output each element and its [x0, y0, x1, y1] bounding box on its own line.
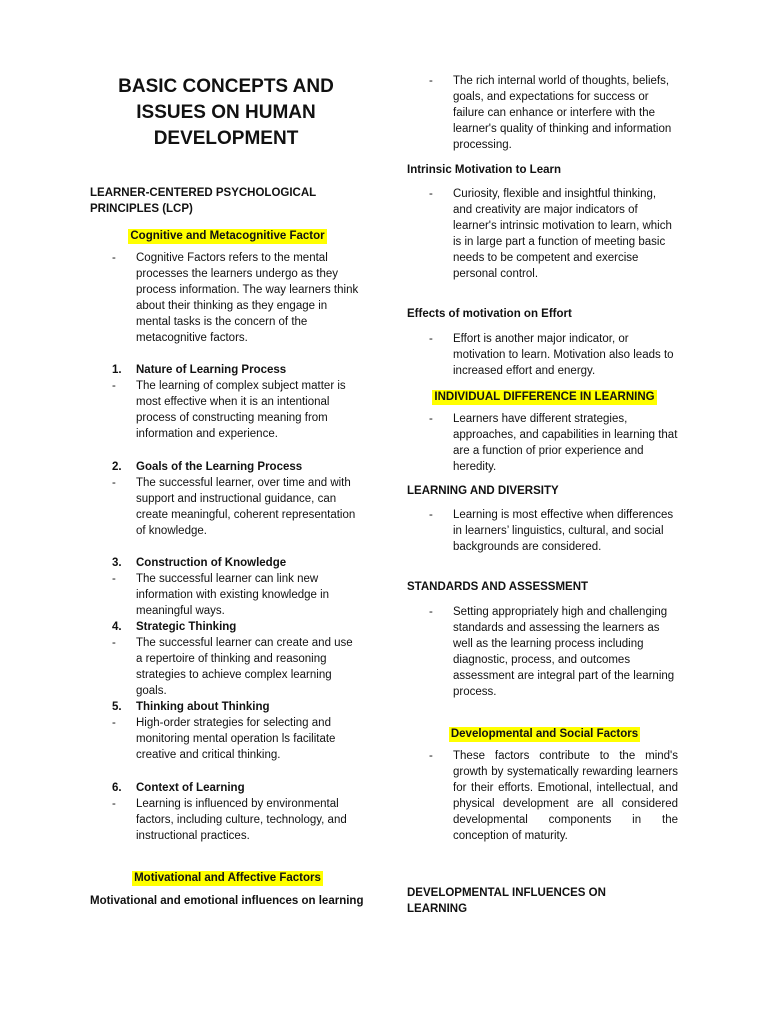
- bullet-dash: -: [112, 573, 116, 585]
- bullet-dash: -: [429, 333, 433, 345]
- diversity-bullet-text: Learning is most effective when differences in learners’ linguistics, cultural, and social backgrounds are considered.: [453, 509, 674, 553]
- cognitive-intro-item: [90, 250, 361, 346]
- principle-4-title: [90, 619, 361, 635]
- developmental-heading: Developmental and Social Factors: [450, 728, 639, 740]
- principle-desc: The learning of complex subject matter is most effective when it is an intentional process of constructing meaning from information and experience.: [136, 380, 346, 440]
- cognitive-heading: Cognitive and Metacognitive Factor: [130, 230, 325, 242]
- developmental-bullet-text: These factors contribute to the mind's growth by systematically rewarding learners for their efforts. Emotional, intellectual, and physical development are all considered developmental components in the conception of maturity.: [453, 750, 678, 842]
- principle-number: 1.: [112, 364, 122, 376]
- individual-heading-wrap: [407, 387, 682, 405]
- motivational-bullet-item: [407, 73, 678, 153]
- principle-title: Strategic Thinking: [136, 621, 237, 633]
- principle-5-title: [90, 699, 361, 715]
- effort-bullet-item: [407, 331, 678, 379]
- bullet-dash: -: [429, 413, 433, 425]
- page-title: BASIC CONCEPTS AND ISSUES ON HUMAN DEVELOPMENT: [118, 76, 334, 149]
- principle-desc: High-order strategies for selecting and monitoring mental operation ls facilitate creative and critical thinking.: [136, 717, 336, 761]
- principle-2-title: [90, 459, 361, 475]
- principle-2-desc: [90, 475, 361, 539]
- developmental-bullet-item: [407, 748, 678, 844]
- bullet-dash: -: [429, 188, 433, 200]
- motivational-subheading: Motivational and emotional influences on learning: [90, 895, 364, 907]
- developmental-heading-wrap: [407, 724, 682, 742]
- principle-title: Construction of Knowledge: [136, 557, 287, 569]
- principle-6-title: [90, 780, 361, 796]
- principle-desc: The successful learner can create and use a repertoire of thinking and reasoning strategies to achieve complex learning goals.: [136, 637, 353, 697]
- motivational-bullet-text: The rich internal world of thoughts, beliefs, goals, and expectations for success or failure can enhance or interfere with the learner's quality of thinking and information processing.: [453, 75, 672, 151]
- principle-title: Nature of Learning Process: [136, 364, 287, 376]
- principle-title: Thinking about Thinking: [136, 701, 270, 713]
- effort-bullet-text: Effort is another major indicator, or motivation to learn. Motivation also leads to increased effort and energy.: [453, 333, 674, 377]
- principle-number: 5.: [112, 701, 122, 713]
- bullet-dash: -: [112, 798, 116, 810]
- principle-desc: The successful learner, over time and with support and instructional guidance, can create meaningful, coherent representation of knowledge.: [136, 477, 356, 537]
- bullet-dash: -: [112, 717, 116, 729]
- bullet-dash: -: [112, 637, 116, 649]
- principle-number: 2.: [112, 461, 122, 473]
- standards-bullet-item: [407, 604, 678, 700]
- intrinsic-bullet-text: Curiosity, flexible and insightful thinking, and creativity are major indicators of learner's intrinsic motivation to learn, which is in large part a function of meeting basic needs to be competent and exercise personal control.: [453, 188, 672, 280]
- principle-4-desc: [90, 635, 361, 699]
- influences-heading: DEVELOPMENTAL INFLUENCES ON LEARNING: [407, 887, 606, 915]
- lcp-heading: LEARNER-CENTERED PSYCHOLOGICAL PRINCIPLES (LCP): [90, 187, 316, 215]
- bullet-dash: -: [112, 252, 116, 264]
- standards-heading: STANDARDS AND ASSESSMENT: [407, 581, 589, 593]
- cognitive-intro-text: Cognitive Factors refers to the mental processes the learners undergo as they process information. The way learners think about their thinking as they engage in mental tasks is the concern of the metacognitive factors.: [136, 252, 359, 344]
- individual-heading: INDIVIDUAL DIFFERENCE IN LEARNING: [434, 391, 655, 403]
- effort-heading: Effects of motivation on Effort: [407, 308, 572, 320]
- intrinsic-heading: Intrinsic Motivation to Learn: [407, 164, 561, 176]
- principle-3-desc: [90, 571, 361, 619]
- individual-bullet-text: Learners have different strategies, approaches, and capabilities in learning that are a function of prior experience and heredity.: [453, 413, 678, 473]
- principle-title: Goals of the Learning Process: [136, 461, 303, 473]
- principle-desc: The successful learner can link new information with existing knowledge in meaningful ways.: [136, 573, 330, 617]
- bullet-dash: -: [429, 606, 433, 618]
- motivational-heading-wrap: [90, 868, 365, 886]
- principle-3-title: [90, 555, 361, 571]
- principle-desc: Learning is influenced by environmental factors, including culture, technology, and instructional practices.: [136, 798, 347, 842]
- diversity-bullet-item: [407, 507, 678, 555]
- cognitive-heading-wrap: [90, 226, 365, 244]
- bullet-dash: -: [429, 509, 433, 521]
- individual-bullet-item: [407, 411, 678, 475]
- principle-1-desc: [90, 378, 361, 442]
- principle-number: 6.: [112, 782, 122, 794]
- bullet-dash: -: [112, 380, 116, 392]
- principle-number: 3.: [112, 557, 122, 569]
- bullet-dash: -: [429, 750, 433, 762]
- bullet-dash: -: [112, 477, 116, 489]
- principle-title: Context of Learning: [136, 782, 245, 794]
- motivational-heading: Motivational and Affective Factors: [134, 872, 321, 884]
- principle-number: 4.: [112, 621, 122, 633]
- bullet-dash: -: [429, 75, 433, 87]
- principle-5-desc: [90, 715, 361, 763]
- principle-6-desc: [90, 796, 361, 844]
- diversity-heading: LEARNING AND DIVERSITY: [407, 485, 559, 497]
- standards-bullet-text: Setting appropriately high and challenging standards and assessing the learners as well as the learning process including diagnostic, process, and outcomes assessment are integral part of the learning process.: [453, 606, 675, 698]
- intrinsic-bullet-item: [407, 186, 678, 282]
- principle-1-title: [90, 362, 361, 378]
